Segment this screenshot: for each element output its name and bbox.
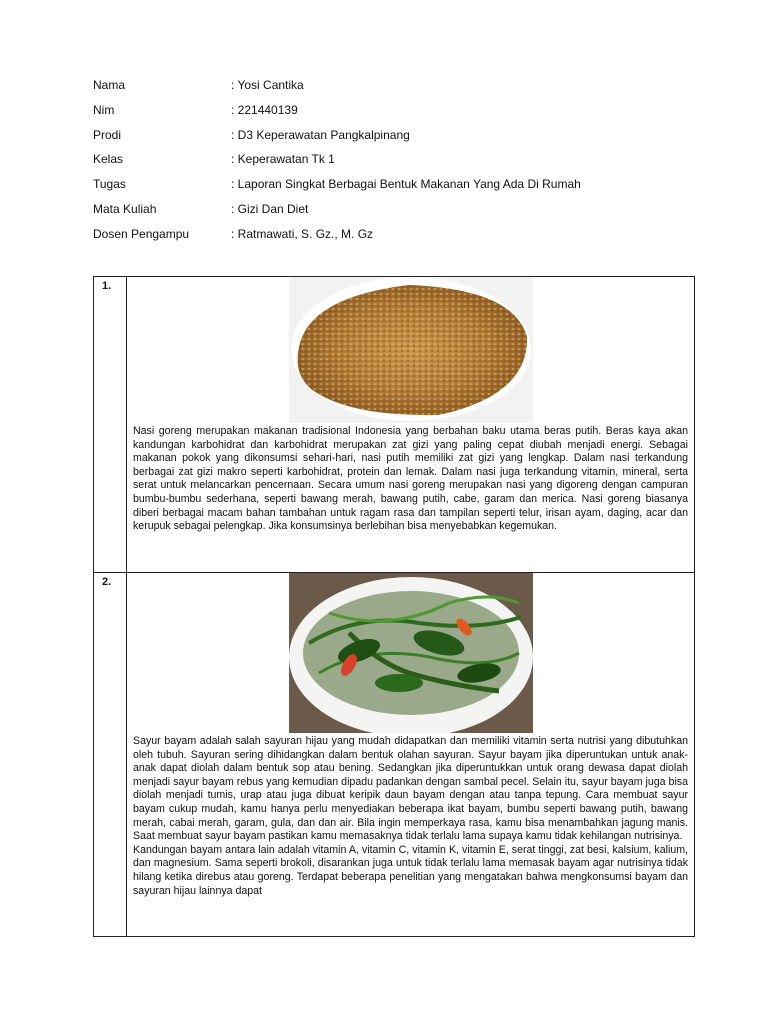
- info-value: : Laporan Singkat Berbagai Bentuk Makanan Yang Ada Di Rumah: [231, 176, 581, 192]
- student-info: [93, 77, 713, 251]
- info-value: : D3 Keperawatan Pangkalpinang: [231, 127, 410, 143]
- info-row-kelas: [93, 151, 713, 176]
- info-row-mata-kuliah: [93, 201, 713, 226]
- food-report-table: [93, 276, 695, 937]
- item-description: Nasi goreng merupakan makanan tradisional Indonesia yang berbahan baku utama beras putih. Beras kaya akan kandungan karbohidrat dan karbohidrat merupakan zat gizi yang paling cepat diubah menjadi energi. Sebagai makanan pokok yang dikonsumsi sehari-hari, nasi putih memiliki zat gizi yang lengkap. Dalam nasi terkandung berbagai zat gizi makro seperti karbohidrat, protein dan lemak. Dalam nasi juga terkandung vitamin, mineral, serta serat untuk melancarkan pencernaan. Secara umum nasi goreng merupakan nasi yang digoreng dengan campuran bumbu-bumbu sederhana, seperti bawang merah, bawang putih, cabe, garam dan merica. Nasi goreng biasanya diberi berbagai macam bahan tambahan untuk ragam rasa dan tampilan seperti telur, irisan ayam, daging, acar dan kerupuk sebagai pelengkap. Jika konsumsinya berlebihan bisa menyebabkan kegemukan.: [133, 425, 688, 533]
- info-row-dosen: [93, 226, 713, 251]
- item-number: 1.: [94, 277, 127, 573]
- info-label: Nim: [93, 102, 115, 117]
- info-value: : Gizi Dan Diet: [231, 201, 308, 217]
- info-row-nim: [93, 102, 713, 127]
- info-label: Nama: [93, 78, 126, 92]
- item-content: [127, 277, 695, 573]
- info-label: Prodi: [93, 127, 122, 142]
- fried-rice-photo: [289, 277, 533, 423]
- item-clip: [133, 573, 688, 935]
- item-content: [127, 573, 695, 937]
- info-label: Kelas: [93, 152, 124, 167]
- info-value: : 221440139: [231, 102, 298, 118]
- info-value: : Yosi Cantika: [231, 77, 304, 93]
- info-label: Dosen Pengampu: [93, 226, 190, 241]
- info-row-tugas: [93, 176, 713, 201]
- info-label: Mata Kuliah: [93, 201, 157, 216]
- item-description: Sayur bayam adalah salah sayuran hijau yang mudah didapatkan dan memiliki vitamin serta nutrisi yang dibutuhkan oleh tubuh. Sayuran sering dihidangkan dalam bentuk olahan sayuran. Sayur bayam jika diperuntukan untuk anak-anak dapat diolah dalam bentuk sop atau bening. Sedangkan jika diperuntukkan untuk orang dewasa dapat diolah menjadi sayur bayam rebus yang kemudian dipadu padankan dengan sambal pecel. Selain itu, sayur bayam juga bisa diolah menjadi tumis, urap atau juga dibuat keripik daun bayam dengan atau tanpa tepung. Cara membuat sayur bayam cukup mudah, kamu hanya perlu menyediakan beberapa ikat bayam, bumbu seperti bawang putih, bawang merah, cabai merah, garam, gula, dan dan air. Bila ingin memperkaya rasa, kamu bisa menambahkan jagung manis. Saat membuat sayur bayam pastikan kamu memasaknya tidak terlalu lama supaya kamu tidak kehilangan nutrisinya. Kandungan bayam antara lain adalah vitamin A, vitamin C, vitamin K, vitamin E, serat tinggi, zat besi, kalsium, kalium, dan magnesium. Sama seperti brokoli, disarankan juga untuk tidak terlalu lama memasak bayam agar nutrisinya tidak hilang ketika direbus atau goreng. Terdapat beberapa penelitian yang mengatakan bahwa mengkonsumsi bayam dan sayuran hijau lainnya dapat: [133, 735, 688, 897]
- table-row: [94, 277, 695, 573]
- info-row-name: [93, 77, 713, 102]
- spinach-soup-photo: [289, 573, 533, 733]
- info-row-prodi: [93, 127, 713, 152]
- info-label: Tugas: [93, 177, 126, 192]
- item-number: 2.: [94, 573, 127, 937]
- info-value: : Ratmawati, S. Gz., M. Gz: [231, 226, 373, 242]
- info-value: : Keperawatan Tk 1: [231, 151, 335, 167]
- table-row: [94, 573, 695, 937]
